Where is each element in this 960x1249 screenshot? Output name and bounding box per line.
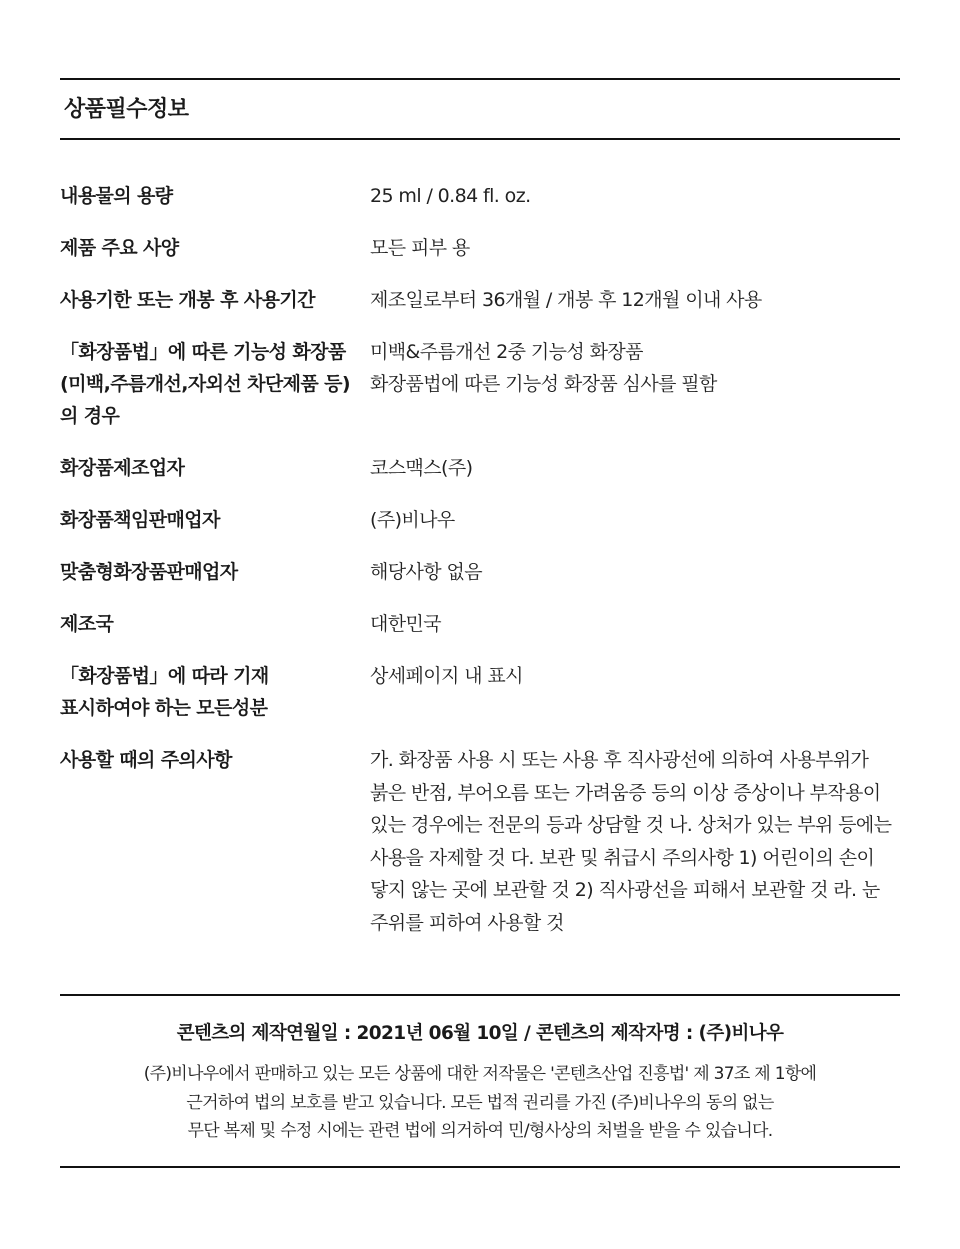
info-label: 맞춤형화장품판매업자 bbox=[60, 561, 238, 583]
info-row-ingredients bbox=[60, 660, 900, 724]
info-row-functional-cosmetic bbox=[60, 336, 900, 432]
info-value: 상세페이지 내 표시 bbox=[370, 665, 523, 687]
info-label: 사용할 때의 주의사항 bbox=[60, 749, 232, 771]
footer-bottom-divider bbox=[60, 1166, 900, 1168]
info-row-custom-seller bbox=[60, 556, 900, 588]
copyright-notice: (주)비나우에서 판매하고 있는 모든 상품에 대한 저작물은 '콘텐츠산업 진흥법' 제 37조 제 1항에 근거하여 법의 보호를 받고 있습니다. 모든 법적 권리를 가진 (주)비나우의 동의 없는 무단 복제 및 수정 시에는 관련 법에 의거하여 민/형사상의 처벌을 받을 수 있습니다. bbox=[143, 1064, 817, 1141]
info-value: 25 ml / 0.84 fl. oz. bbox=[370, 185, 531, 207]
info-row-country bbox=[60, 608, 900, 640]
info-label: 화장품책임판매업자 bbox=[60, 509, 220, 531]
info-value: 가. 화장품 사용 시 또는 사용 후 직사광선에 의하여 사용부위가 붉은 반점, 부어오름 또는 가려움증 등의 이상 증상이나 부작용이 있는 경우에는 전문의 등과 상담할 것 나. 상처가 있는 부위 등에는 사용을 자제할 것 다. 보관 및 취급시 주의사항 1) 어린이의 손이 닿지 않는 곳에 보관할 것 2) 직사광선을 피해서 보관할 것 라. 눈 주위를 피하여 사용할 것 bbox=[370, 749, 892, 934]
content-production-info: 콘텐츠의 제작연월일 : 2021년 06월 10일 / 콘텐츠의 제작자명 : (주)비나우 bbox=[176, 1023, 784, 1044]
info-value: 코스맥스(주) bbox=[370, 457, 473, 479]
info-value: 미백&주름개선 2중 기능성 화장품 화장품법에 따른 기능성 화장품 심사를 필함 bbox=[370, 341, 717, 395]
info-row-capacity bbox=[60, 180, 900, 212]
footer-top-divider bbox=[60, 994, 900, 996]
info-label: 「화장품법」에 따라 기재 표시하여야 하는 모든성분 bbox=[60, 665, 269, 719]
info-value: 모든 피부 용 bbox=[370, 237, 470, 259]
title-divider bbox=[60, 138, 900, 140]
info-row-responsible-seller bbox=[60, 504, 900, 536]
info-row-specification bbox=[60, 232, 900, 264]
info-label: 제품 주요 사양 bbox=[60, 237, 179, 259]
info-value: 제조일로부터 36개월 / 개봉 후 12개월 이내 사용 bbox=[370, 289, 762, 311]
info-row-expiry bbox=[60, 284, 900, 316]
info-value: 대한민국 bbox=[370, 613, 442, 635]
product-info-table bbox=[60, 180, 900, 959]
info-label: 「화장품법」에 따른 기능성 화장품 (미백,주름개선,자외선 차단제품 등) 의 경우 bbox=[60, 341, 350, 427]
info-value: (주)비나우 bbox=[370, 509, 455, 531]
top-divider bbox=[60, 78, 900, 80]
info-row-precautions bbox=[60, 744, 900, 939]
section-title: 상품필수정보 bbox=[64, 97, 189, 122]
info-label: 제조국 bbox=[60, 613, 114, 635]
info-row-manufacturer bbox=[60, 452, 900, 484]
info-label: 사용기한 또는 개봉 후 사용기간 bbox=[60, 289, 315, 311]
info-label: 화장품제조업자 bbox=[60, 457, 185, 479]
info-label: 내용물의 용량 bbox=[60, 185, 173, 207]
info-value: 해당사항 없음 bbox=[370, 561, 482, 583]
copyright-footer bbox=[60, 1018, 900, 1146]
